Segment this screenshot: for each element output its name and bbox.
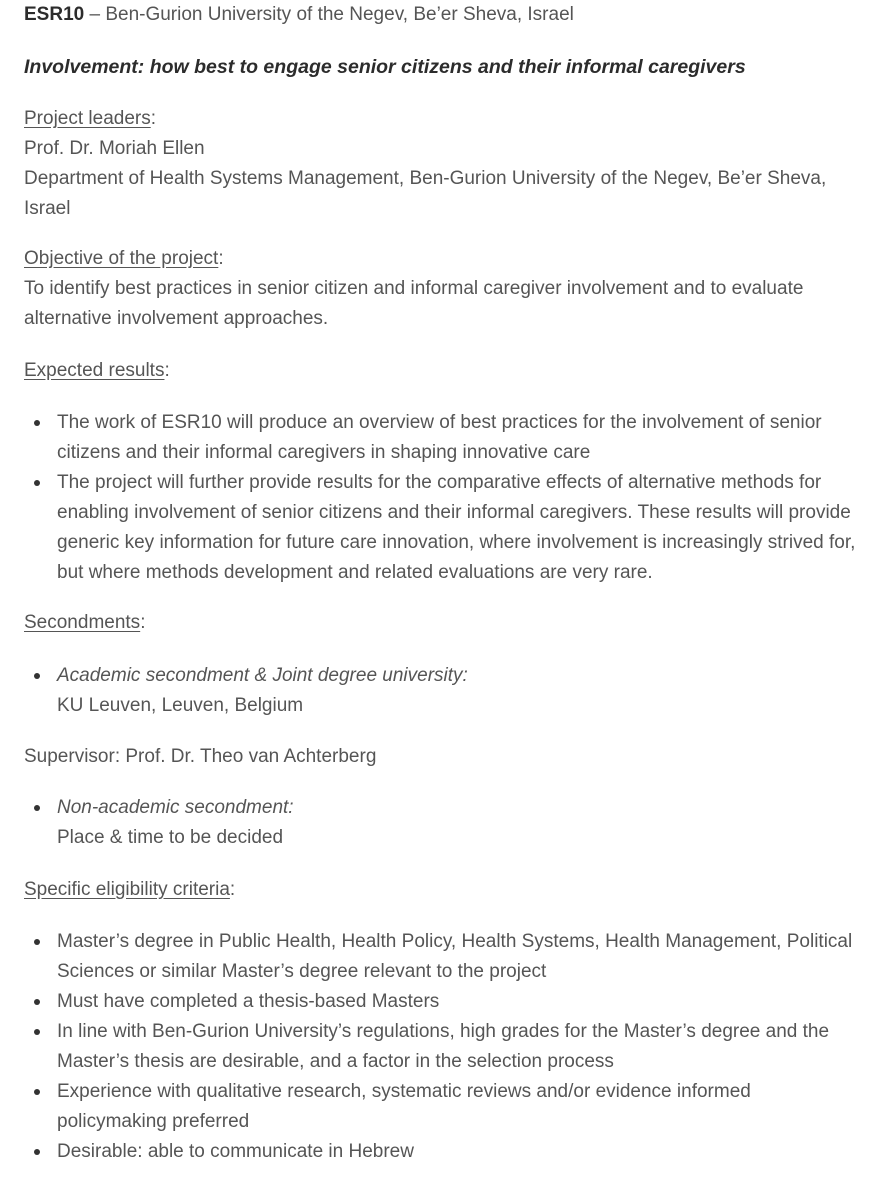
non-academic-secondment-list (24, 793, 857, 853)
expected-results-heading (24, 356, 857, 386)
supervisor-line: Supervisor: Prof. Dr. Theo van Achterberg (24, 746, 377, 767)
list-item: In line with Ben-Gurion University’s regulations, high grades for the Master’s degree and the Master’s thesis are desirable, and a factor in the selection process (24, 1017, 857, 1077)
non-academic-secondment-heading: Non-academic secondment: (57, 797, 294, 818)
header-institution: Ben-Gurion University of the Negev, Be’er Sheva, Israel (105, 4, 574, 25)
label-colon: : (164, 360, 170, 381)
secondments-heading (24, 608, 857, 638)
leader-name: Prof. Dr. Moriah Ellen (24, 138, 205, 159)
header-separator: – (84, 4, 106, 25)
eligibility-heading (24, 875, 857, 905)
header-line (24, 0, 574, 30)
list-item: Must have completed a thesis-based Masters (24, 987, 857, 1017)
academic-secondment-heading: Academic secondment & Joint degree university: (57, 665, 468, 686)
secondments-label: Secondments (24, 612, 141, 633)
page-title: Involvement: how best to engage senior citizens and their informal caregivers (24, 56, 746, 78)
objective-label: Objective of the project (24, 248, 219, 269)
leader-department: Department of Health Systems Management, Ben-Gurion University of the Negev, Be’er Sheva, Israel (24, 168, 827, 219)
objective-section (24, 244, 857, 334)
list-item: The project will further provide results for the comparative effects of alternative methods for enabling involvement of senior citizens and their informal caregivers. These results will provide generic key information for future care innovation, where involvement is increasingly strived for, but where methods development and related evaluations are very rare. (24, 468, 857, 588)
list-item: Desirable: able to communicate in Hebrew (24, 1137, 857, 1167)
academic-secondment-list (24, 661, 857, 721)
esr-code: ESR10 (24, 4, 85, 25)
label-colon: : (218, 248, 224, 269)
list-item (24, 793, 857, 853)
objective-text: To identify best practices in senior citizen and informal caregiver involvement and to evaluate alternative involvement approaches. (24, 278, 804, 329)
project-leaders-section (24, 104, 857, 224)
label-colon: : (229, 879, 236, 900)
academic-secondment-place: KU Leuven, Leuven, Belgium (57, 695, 304, 716)
expected-results-list (24, 408, 857, 588)
list-item: Experience with qualitative research, systematic reviews and/or evidence informed policymaking preferred (24, 1077, 857, 1137)
eligibility-list (24, 927, 857, 1167)
label-colon: : (140, 612, 146, 633)
label-colon: : (150, 108, 157, 129)
list-item: Master’s degree in Public Health, Health Policy, Health Systems, Health Management, Political Sciences or similar Master’s degree relevant to the project (24, 927, 857, 987)
expected-results-label: Expected results (24, 360, 165, 381)
list-item: The work of ESR10 will produce an overview of best practices for the involvement of senior citizens and their informal caregivers in shaping innovative care (24, 408, 857, 468)
list-item (24, 661, 857, 721)
non-academic-secondment-place: Place & time to be decided (57, 827, 284, 848)
project-leaders-label: Project leaders (24, 108, 151, 129)
eligibility-label: Specific eligibility criteria (24, 879, 230, 900)
